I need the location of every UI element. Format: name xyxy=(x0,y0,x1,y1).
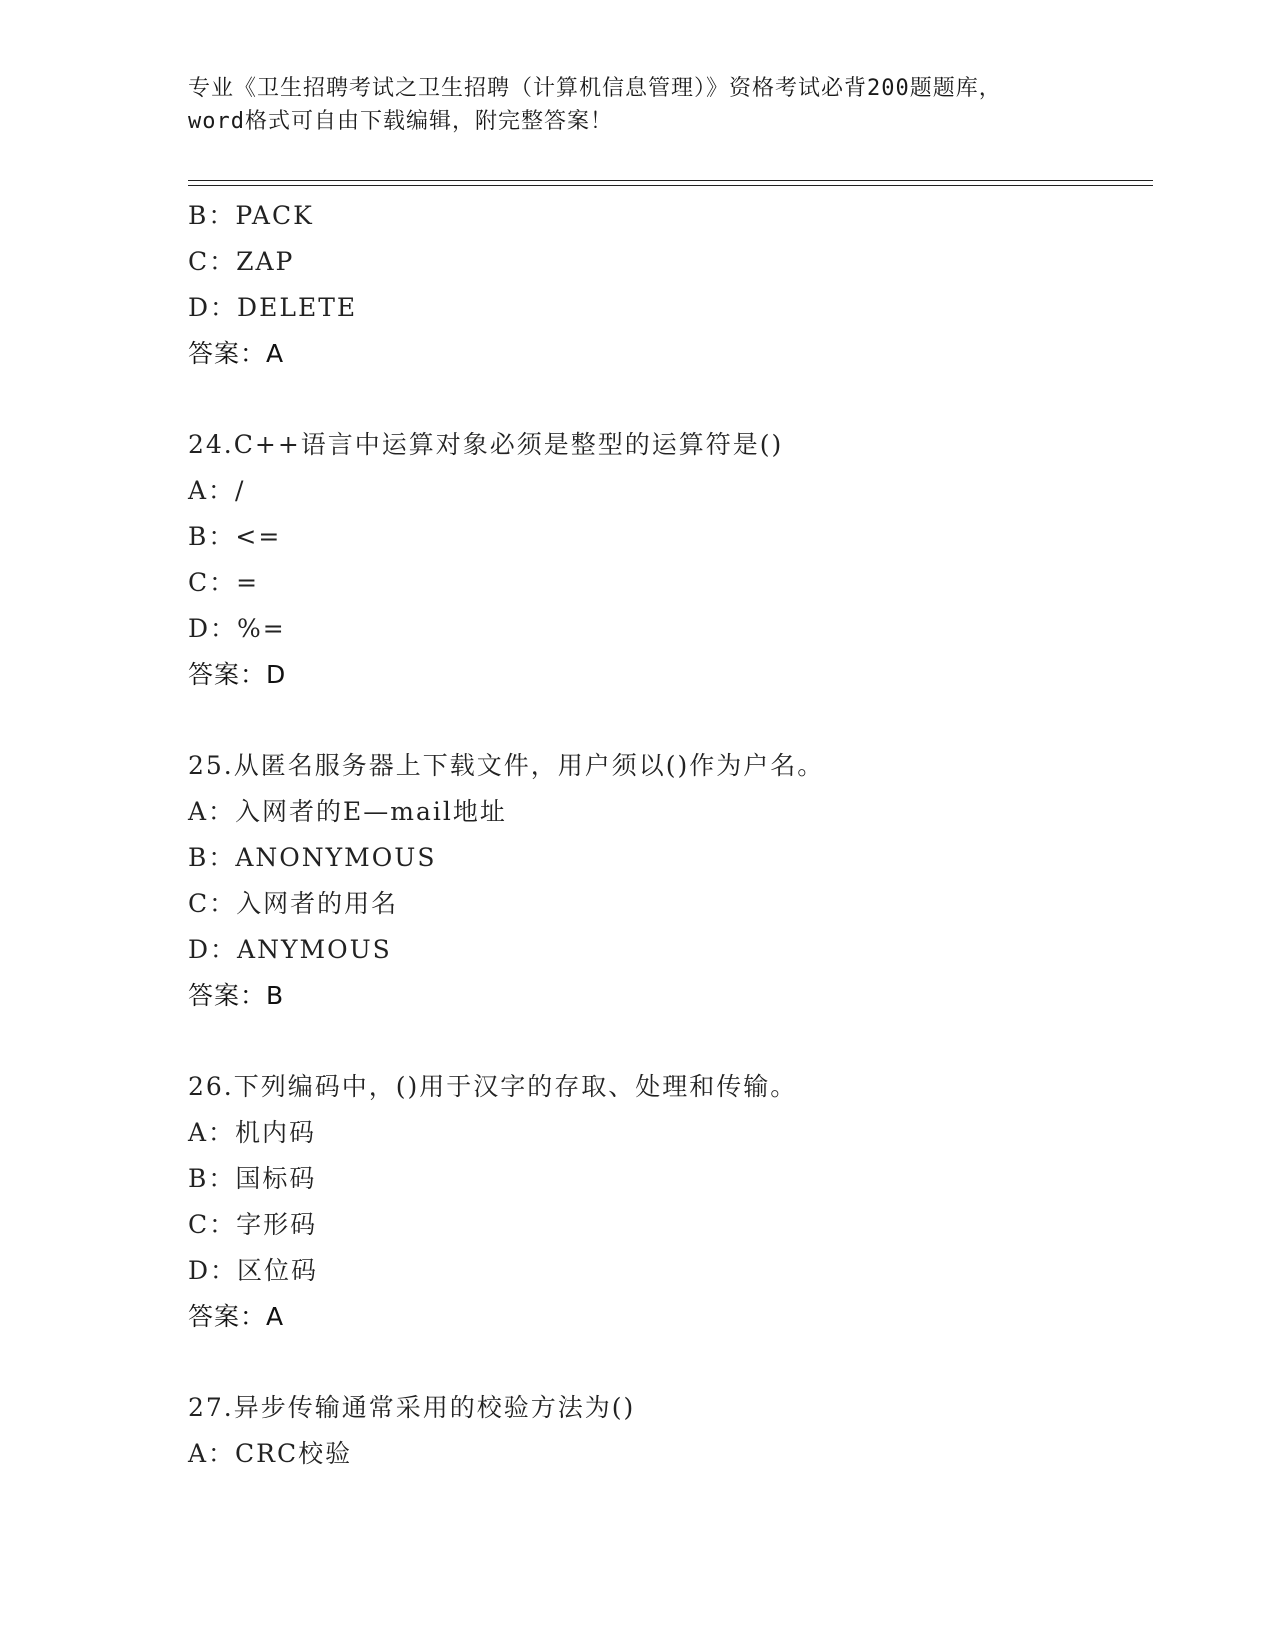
option-b: B：国标码 xyxy=(188,1164,317,1193)
question-23-continued xyxy=(188,193,1138,377)
question-25 xyxy=(188,743,1138,1019)
option-d: D：%= xyxy=(188,614,286,643)
answer-value: A xyxy=(266,339,284,368)
header-divider-bottom xyxy=(188,185,1153,186)
header-divider-top xyxy=(188,180,1153,181)
option-c: C：入网者的用名 xyxy=(188,889,399,918)
option-a: A：机内码 xyxy=(188,1118,317,1147)
answer-line xyxy=(188,1294,1138,1340)
header-line-1: 专业《卫生招聘考试之卫生招聘（计算机信息管理）》资格考试必背200题题库， xyxy=(188,76,1002,101)
question-title: 25.从匿名服务器上下载文件，用户须以()作为户名。 xyxy=(188,751,825,780)
answer-value: A xyxy=(266,1302,284,1331)
option-c: C：ZAP xyxy=(188,247,295,276)
question-title: 24.C++语言中运算对象必须是整型的运算符是() xyxy=(188,430,784,459)
document-header xyxy=(188,72,1088,138)
answer-label: 答案： xyxy=(188,1302,267,1331)
option-a: A：/ xyxy=(188,476,246,505)
option-b: B：ANONYMOUS xyxy=(188,843,437,872)
answer-line xyxy=(188,331,1138,377)
option-c: C：= xyxy=(188,568,260,597)
option-c: C：字形码 xyxy=(188,1210,318,1239)
question-24 xyxy=(188,422,1138,698)
option-d: D：区位码 xyxy=(188,1256,319,1285)
question-26 xyxy=(188,1064,1138,1340)
option-d: D：DELETE xyxy=(188,293,358,322)
answer-label: 答案： xyxy=(188,981,267,1010)
answer-line xyxy=(188,973,1138,1019)
question-title: 26.下列编码中，()用于汉字的存取、处理和传输。 xyxy=(188,1072,798,1101)
option-b: B：PACK xyxy=(188,201,314,230)
answer-label: 答案： xyxy=(188,339,267,368)
question-27 xyxy=(188,1385,1138,1477)
question-title: 27.异步传输通常采用的校验方法为() xyxy=(188,1393,636,1422)
answer-value: B xyxy=(266,981,284,1010)
answer-label: 答案： xyxy=(188,660,267,689)
answer-value: D xyxy=(266,660,286,689)
answer-line xyxy=(188,652,1138,698)
option-a: A：入网者的E—mail地址 xyxy=(188,797,507,826)
option-d: D：ANYMOUS xyxy=(188,935,392,964)
option-b: B：<= xyxy=(188,522,282,551)
question-list xyxy=(188,193,1138,1477)
header-line-2: word格式可自由下载编辑，附完整答案！ xyxy=(188,109,613,134)
option-a: A：CRC校验 xyxy=(188,1439,353,1468)
